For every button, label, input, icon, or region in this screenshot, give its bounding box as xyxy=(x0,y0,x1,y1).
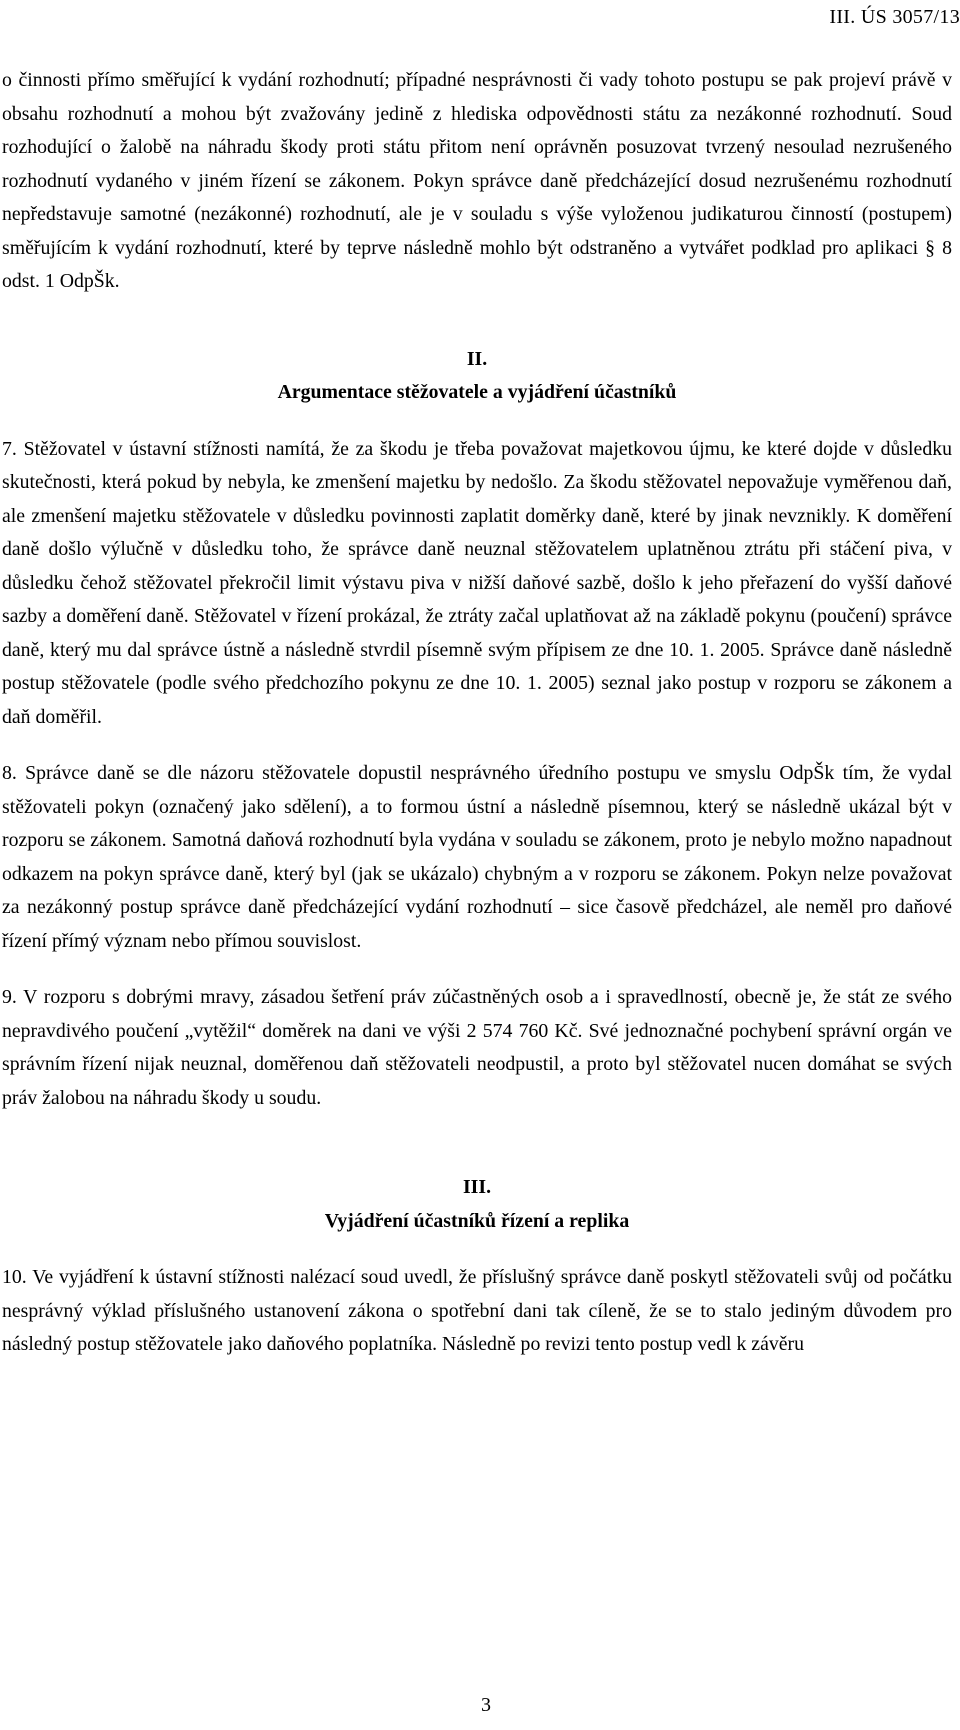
intro-paragraph: o činnosti přímo směřující k vydání rozhodnutí; případné nesprávnosti či vady tohoto postupu se pak projeví právě v obsahu rozhodnutí a mohou být zvažovány jedině z hlediska odpovědnosti státu za nezákonné rozhodnutí. Soud rozhodující o žalobě na náhradu škody proti státu přitom není oprávněn posuzovat tvrzený nesoulad nezrušeného rozhodnutí vydaného v jiném řízení se zákonem. Pokyn správce daně předcházející dosud nezrušenému rozhodnutí nepředstavuje samotné (nezákonné) rozhodnutí, ale je v souladu s výše vyloženou judikaturou činností (postupem) směřujícím k vydání rozhodnutí, které by teprve následně mohlo být odstraněno a vytvářet podklad pro aplikaci § 8 odst. 1 OdpŠk. xyxy=(2,69,952,292)
section-2-number: II. xyxy=(466,347,488,370)
section-spacer xyxy=(2,299,952,343)
section-3-number: III. xyxy=(462,1176,492,1198)
page-number: 3 xyxy=(481,1694,491,1716)
paragraph-10: 10. Ve vyjádření k ústavní stížnosti nalézací soud uvedl, že příslušný správce daně poskytl stěžovateli svůj od počátku nesprávný výklad příslušného ustanovení zákona o spotřební dani tak cíleně, že se to stalo jediným důvodem pro následný postup stěžovatele jako daňového poplatníka. Následně po revizi tento postup vedl k závěru xyxy=(2,1266,952,1355)
case-number-header: III. ÚS 3057/13 xyxy=(829,6,960,28)
paragraph-8: 8. Správce daně se dle názoru stěžovatele dopustil nesprávného úředního postupu ve smyslu OdpŠk tím, že vydal stěžovateli pokyn (označený jako sdělení), a to formou ústní a následně písemnou, který se následně ukázal být v rozporu se zákonem. Samotná daňová rozhodnutí byla vydána v souladu se zákonem, proto je nebylo možno napadnout odkazem na pokyn správce daně, který byl (jak se ukázalo) chybným a v rozporu se zákonem. Pokyn nelze považovat za nezákonný postup správce daně předcházející vydání rozhodnutí – sice časově předcházel, ale neměl pro daňové řízení přímý význam nebo přímou souvislost. xyxy=(2,762,952,952)
document-body xyxy=(2,64,952,1362)
section-2-title: Argumentace stěžovatele a vyjádření účastníků xyxy=(277,381,677,403)
paragraph-7: 7. Stěžovatel v ústavní stížnosti namítá, že za škodu je třeba považovat majetkovou újmu, ke které dojde v důsledku skutečnosti, která pokud by nebyla, ke zmenšení majetku by nedošlo. Za škodu stěžovatel nepovažuje vyměřenou daň, ale zmenšení majetku stěžovatele v důsledku povinnosti zaplatit doměrky daně, které by jinak nevznikly. K doměření daně došlo výlučně v důsledku toho, že správce daně neuznal stěžovatelem uplatněnou ztrátu při stáčení piva, v důsledku čehož stěžovatel překročil limit výstavu piva v nižší daňové sazbě, došlo k jeho přeřazení do vyšší daňové sazby a doměření daně. Stěžovatel v řízení prokázal, že ztráty začal uplatňovat až na základě pokynu (poučení) správce daně, který mu dal správce ústně a následně stvrdil písemně svým přípisem ze dne 10. 1. 2005. Správce daně následně postup stěžovatele (podle svého předchozího pokynu ze dne 10. 1. 2005) seznal jako postup v rozporu se zákonem a daň doměřil. xyxy=(2,437,952,728)
paragraph-9: 9. V rozporu s dobrými mravy, zásadou šetření práv zúčastněných osob a i spravedlností, obecně je, že stát ze svého nepravdivého poučení „vytěžil“ doměrek na dani ve výši 2 574 760 Kč. Své jednoznačné pochybení správní orgán ve správním řízení nijak neuznal, doměřenou daň stěžovateli neodpustil, a proto byl stěžovatel nucen domáhat se svých práv žalobou na náhradu škody u soudu. xyxy=(2,986,952,1109)
section-spacer xyxy=(2,1115,952,1171)
section-3-title: Vyjádření účastníků řízení a replika xyxy=(324,1209,630,1232)
